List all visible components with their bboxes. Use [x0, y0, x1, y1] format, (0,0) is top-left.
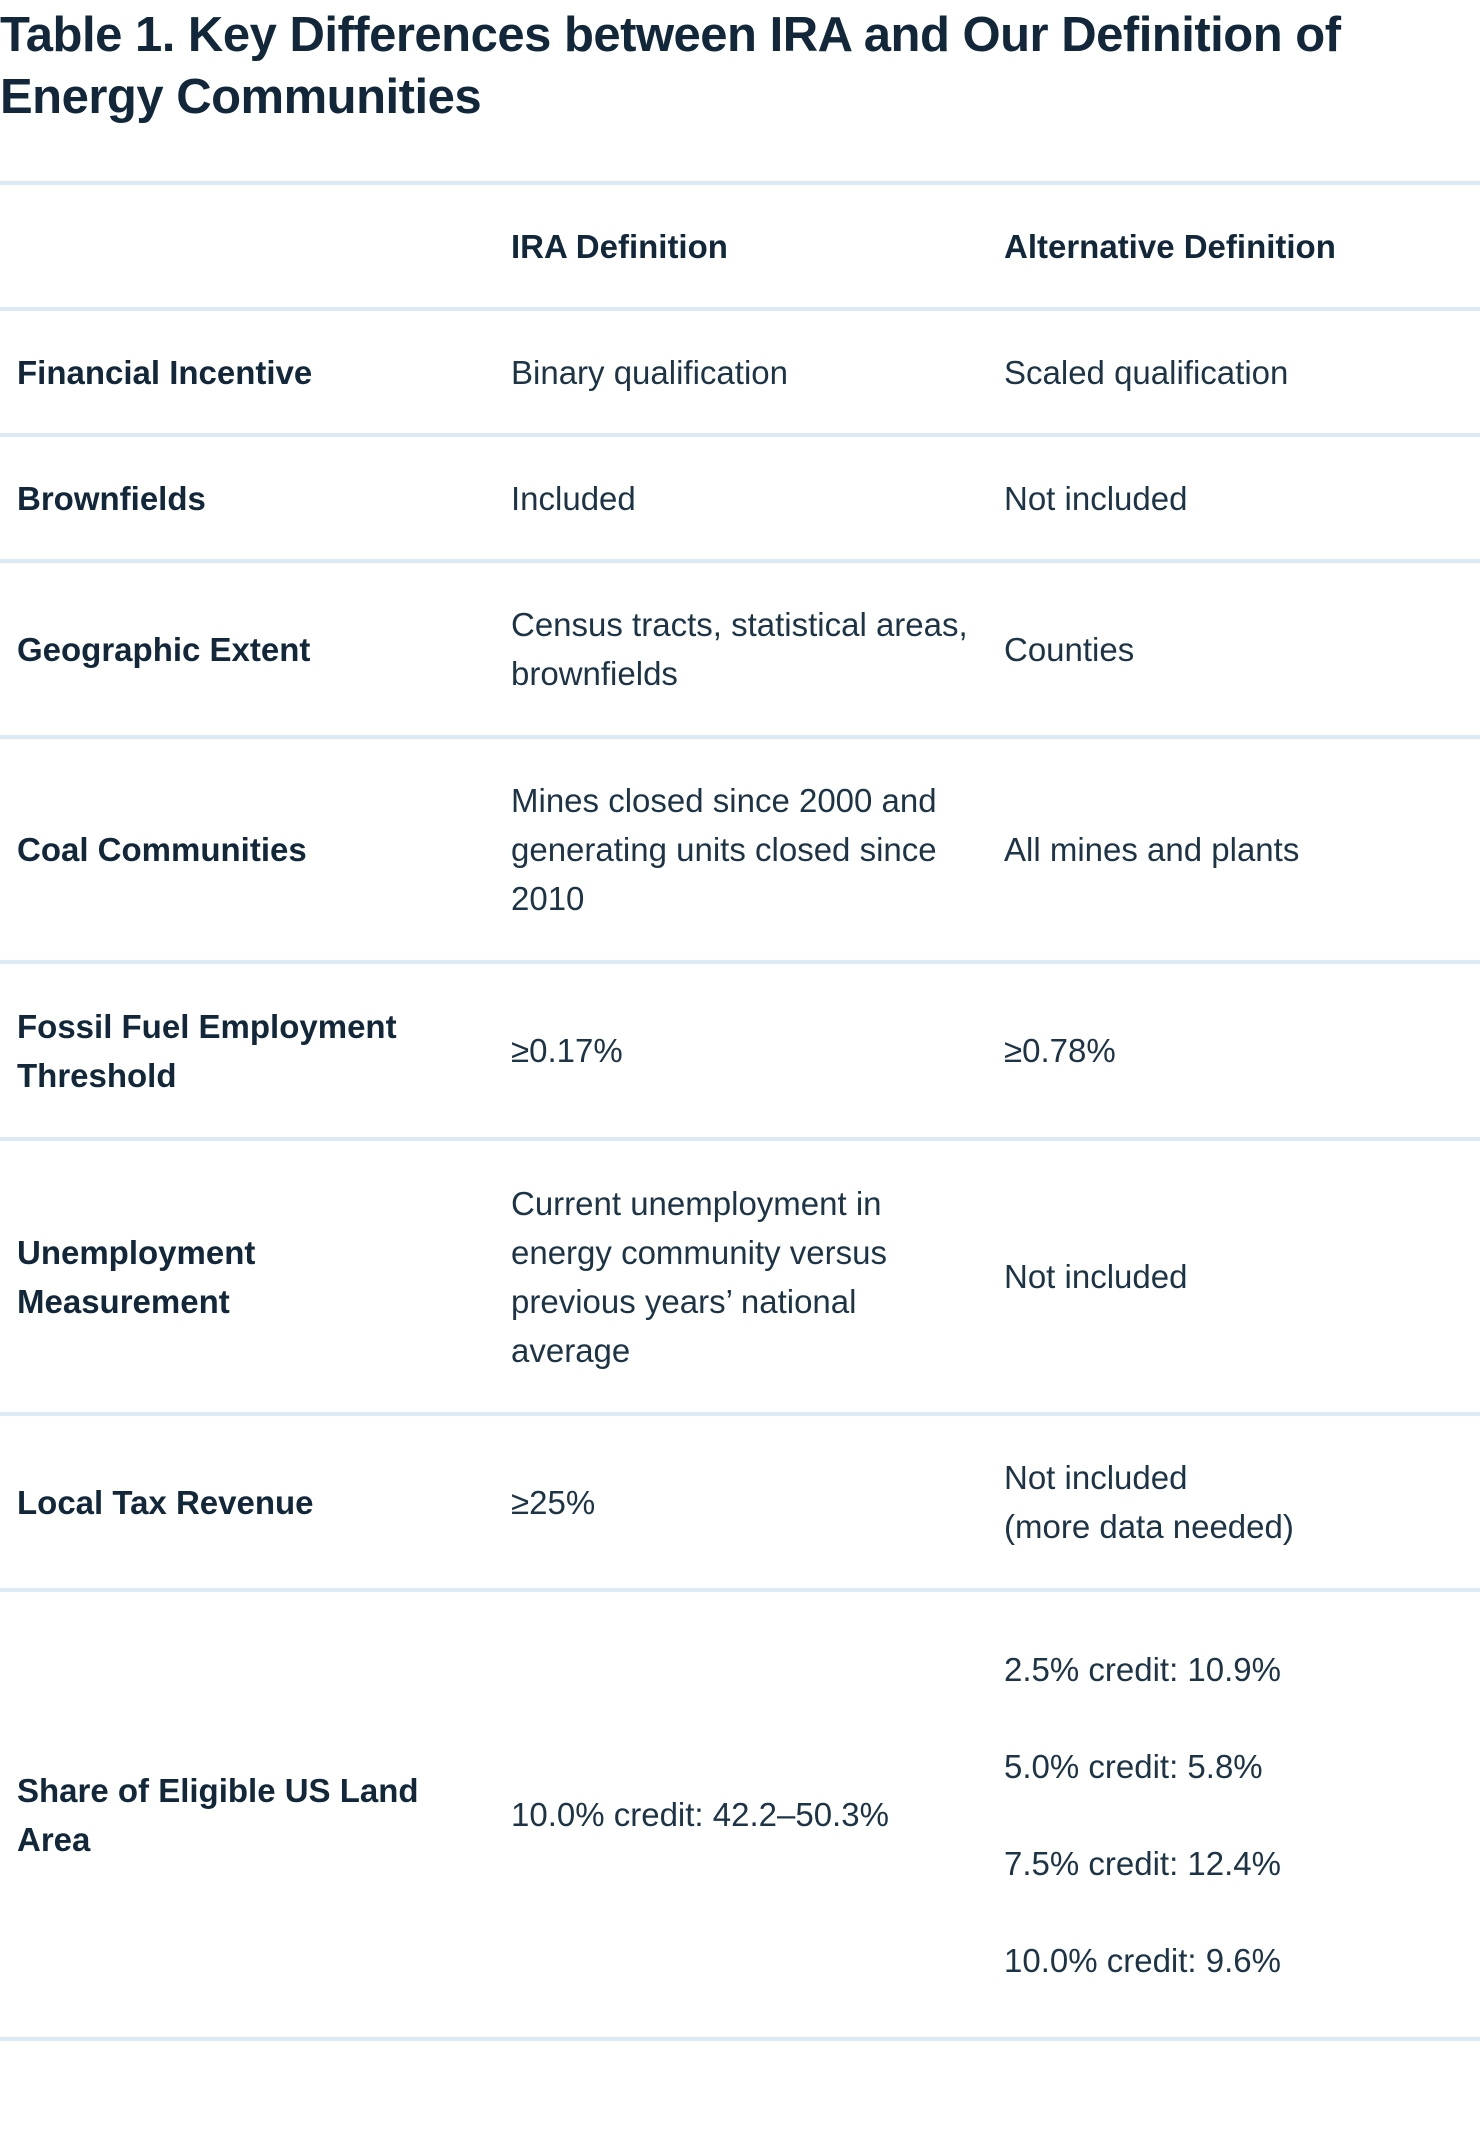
table-title-line-1: Table 1. Key Differences between IRA and Our Definition of: [0, 8, 1341, 62]
row-label: Financial Incentive: [17, 353, 313, 391]
credit-item: 10.0% credit: 9.6%: [1004, 1941, 1281, 1979]
ira-cell: Census tracts, statistical areas, brownfields: [511, 606, 968, 692]
alt-cell-line-2: (more data needed): [1004, 1508, 1294, 1545]
alt-cell: ≥0.78%: [1004, 1032, 1116, 1069]
header-alternative-definition: Alternative Definition: [1004, 227, 1336, 265]
ira-cell: Binary qualification: [511, 353, 788, 391]
alt-cell-lines: [1004, 1453, 1480, 1551]
ira-cell: Mines closed since 2000 and generating units closed since 2010: [511, 782, 937, 917]
alt-cell: All mines and plants: [1004, 831, 1300, 868]
ira-cell: ≥25%: [511, 1483, 596, 1521]
credit-item: 2.5% credit: 10.9%: [1004, 1650, 1281, 1688]
table-row: [0, 561, 1480, 737]
header-ira-definition: IRA Definition: [511, 227, 728, 265]
alt-cell: Not included: [1004, 479, 1188, 517]
table-row: [0, 962, 1480, 1139]
alt-cell: Not included: [1004, 1258, 1188, 1295]
header-blank: [0, 183, 494, 309]
alt-cell: Counties: [1004, 630, 1135, 668]
row-label: Local Tax Revenue: [17, 1483, 314, 1521]
table-title-line-2: Energy Communities: [0, 70, 482, 124]
ira-cell: 10.0% credit: 42.2–50.3%: [511, 1796, 889, 1833]
table-row: [0, 1590, 1480, 2039]
credit-list: [1004, 1645, 1480, 1985]
row-label: Unemployment Measurement: [17, 1233, 256, 1320]
table-row: [0, 435, 1480, 561]
row-label: Fossil Fuel Employment Threshold: [17, 1007, 397, 1094]
comparison-table: [0, 181, 1480, 2041]
table-row: [0, 1414, 1480, 1590]
alt-cell-line-1: Not included: [1004, 1459, 1188, 1496]
alt-cell: [987, 1414, 1480, 1590]
credit-item: 7.5% credit: 12.4%: [1004, 1844, 1281, 1882]
row-label: Geographic Extent: [17, 630, 311, 668]
table-row: [0, 737, 1480, 962]
ira-cell: Included: [511, 479, 636, 517]
table-row: [0, 1139, 1480, 1414]
alt-cell: Scaled qualification: [1004, 353, 1289, 391]
credit-item: 5.0% credit: 5.8%: [1004, 1747, 1263, 1785]
ira-cell: Current unemployment in energy community versus previous years’ national average: [511, 1184, 887, 1369]
table-row: [0, 309, 1480, 435]
table-header-row: [0, 183, 1480, 309]
row-label: Share of Eligible US Land Area: [17, 1771, 419, 1858]
alt-cell: [987, 1590, 1480, 2039]
table-title: [0, 4, 1440, 128]
row-label: Brownfields: [17, 479, 206, 517]
row-label: Coal Communities: [17, 831, 307, 868]
ira-cell: ≥0.17%: [511, 1032, 623, 1069]
